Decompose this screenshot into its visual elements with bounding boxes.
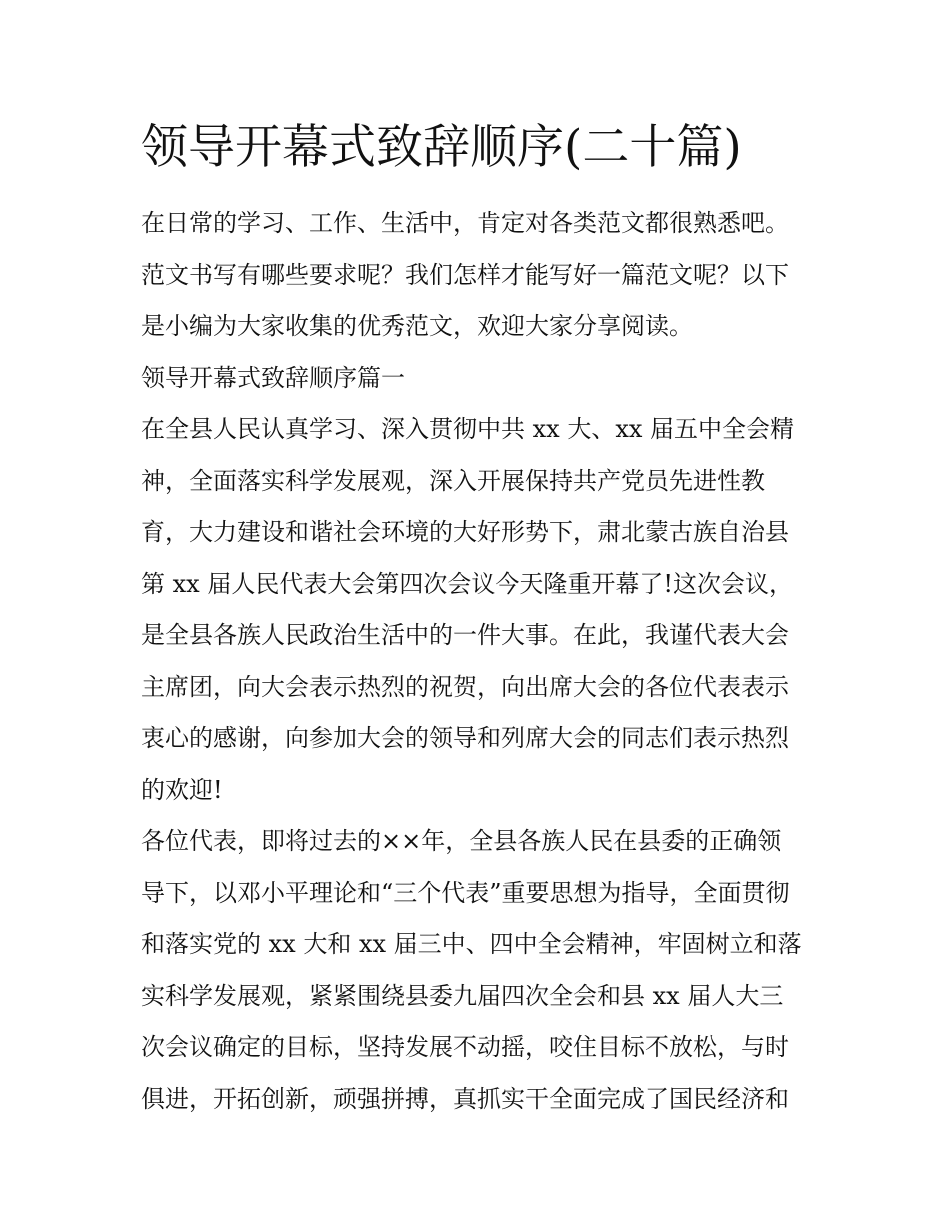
section-heading: 领导开幕式致辞顺序篇一 (141, 363, 405, 392)
text-line: 是全县各族人民政治生活中的一件大事。在此，我谨代表大会 (141, 621, 789, 649)
document-title: 领导开幕式致辞顺序(二十篇) (141, 120, 742, 175)
document-body (141, 112, 816, 1125)
text-line: 在日常的学习、工作、生活中，肯定对各类范文都很熟悉吧。 (141, 209, 789, 237)
text-line: 是小编为大家收集的优秀范文，欢迎大家分享阅读。 (141, 312, 693, 340)
text-line: 在全县人民认真学习、深入贯彻中共 xx 大、xx 届五中全会精 (141, 415, 795, 443)
text-line: 俱进，开拓创新，顽强拼搏，真抓实干全面完成了国民经济和 (141, 1084, 789, 1113)
text-line: 和落实党的 xx 大和 xx 届三中、四中全会精神，牢固树立和落 (141, 930, 802, 958)
text-line: 第 xx 届人民代表大会第四次会议今天隆重开幕了!这次会议， (141, 569, 793, 598)
text-line: 衷心的感谢，向参加大会的领导和列席大会的同志们表示热烈 (141, 724, 789, 752)
text-line: 次会议确定的目标，坚持发展不动摇，咬住目标不放松，与时 (141, 1033, 789, 1061)
text-line: 导下，以邓小平理论和“三个代表”重要思想为指导，全面贯彻 (141, 878, 790, 907)
text-line: 神，全面落实科学发展观，深入开展保持共产党员先进性教 (141, 466, 765, 495)
text-line: 实科学发展观，紧紧围绕县委九届四次全会和县 xx 届人大三 (141, 981, 784, 1010)
text-line: 的欢迎! (141, 775, 223, 804)
text-line: 各位代表，即将过去的××年，全县各族人民在县委的正确领 (141, 827, 782, 855)
text-line: 主席团，向大会表示热烈的祝贺，向出席大会的各位代表表示 (141, 672, 789, 701)
text-line: 范文书写有哪些要求呢？我们怎样才能写好一篇范文呢？以下 (141, 260, 789, 289)
text-line: 育，大力建设和谐社会环境的大好形势下，肃北蒙古族自治县 (141, 518, 789, 546)
